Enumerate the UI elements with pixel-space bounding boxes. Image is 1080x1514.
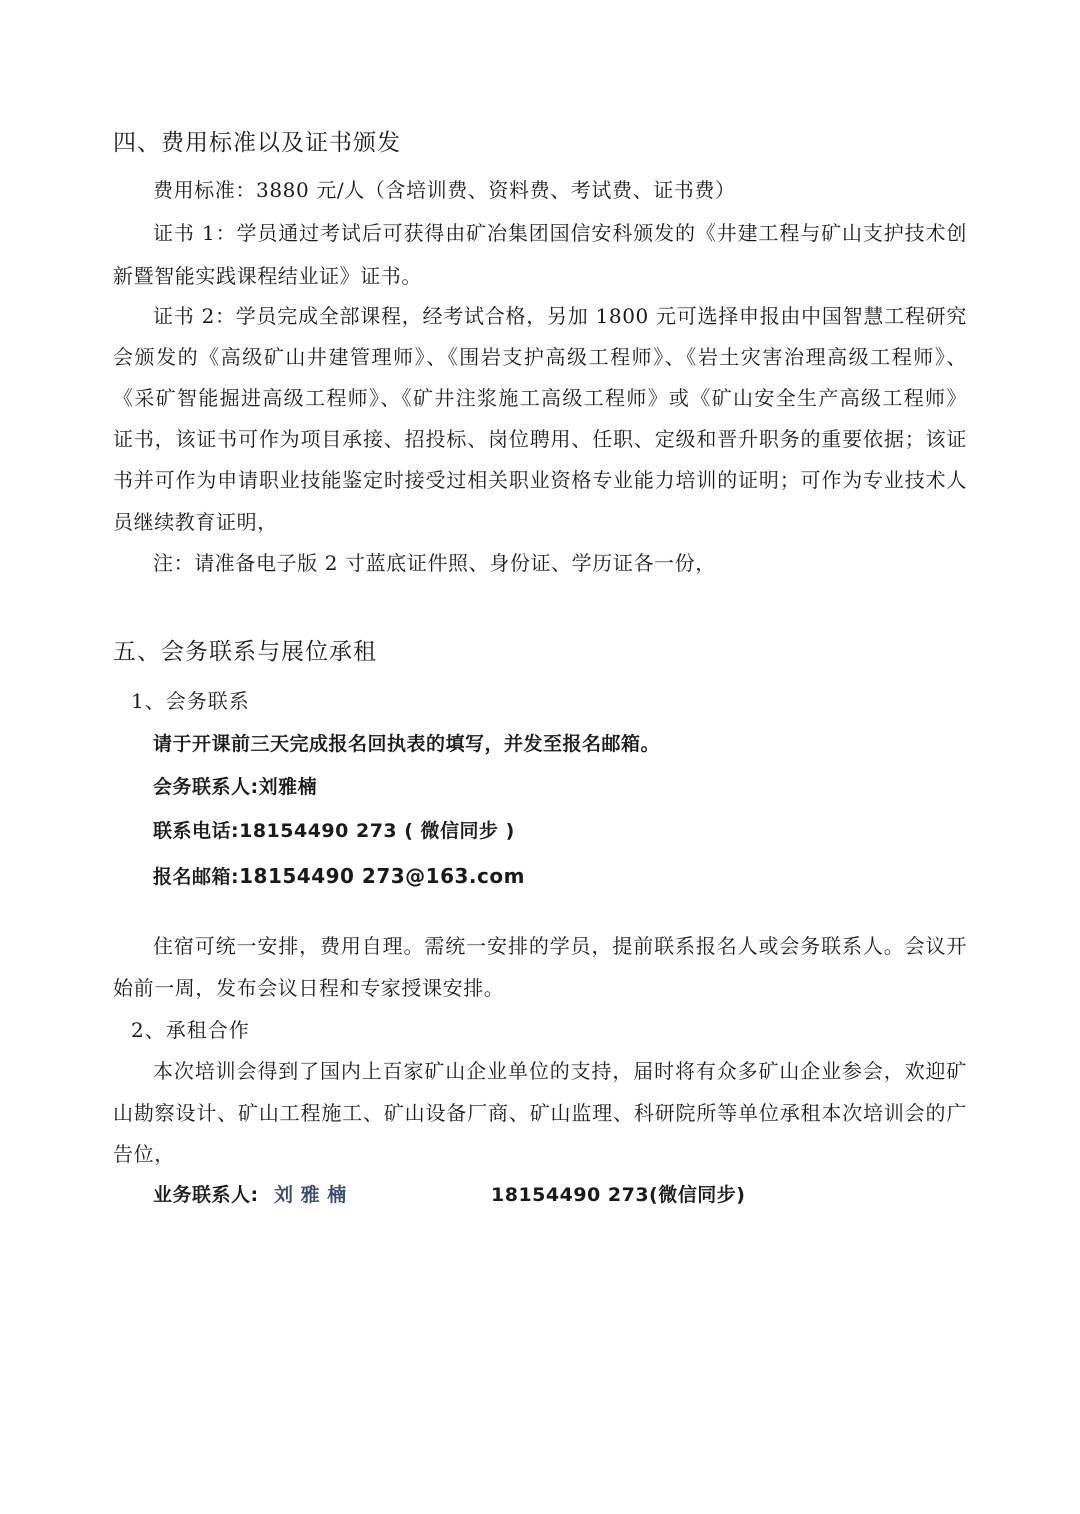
- cert2-line-4: 证书，该证书可作为项目承接、招投标、岗位聘用、任职、定级和晋升职务的重要依据；该证: [113, 427, 967, 451]
- lodging-line-1: 住宿可统一安排，费用自理。需统一安排的学员，提前联系报名人或会务联系人。会议开: [153, 934, 967, 958]
- sponsorship-line-3: 告位，: [113, 1142, 175, 1166]
- registration-email: [153, 862, 525, 891]
- business-contact-label: 业务联系人:: [153, 1184, 259, 1206]
- fee-standard: 费用标准：3880 元/人（含培训费、资料费、考试费、证书费）: [153, 178, 736, 202]
- lodging-line-2: 始前一周，发布会议日程和专家授课安排。: [113, 976, 505, 1000]
- cert2-line-3: 《采矿智能掘进高级工程师》、《矿井注浆施工高级工程师》或《矿山安全生产高级工程师》: [113, 386, 967, 410]
- note: 注：请准备电子版 2 寸蓝底证件照、身份证、学历证各一份，: [153, 551, 716, 575]
- section-4-heading: 四、费用标准以及证书颁发: [113, 130, 401, 156]
- cert2-line-6: 员继续教育证明，: [113, 510, 278, 534]
- cert2-line-1: 证书 2：学员完成全部课程，经考试合格，另加 1800 元可选择申报由中国智慧工程研究: [153, 304, 967, 328]
- cert2-line-2: 会颁发的《高级矿山井建管理师》、《围岩支护高级工程师》、《岩土灾害治理高级工程师》、: [113, 345, 967, 369]
- cert1-line-2: 新暨智能实践课程结业证》证书。: [113, 264, 422, 288]
- business-contact-phone: 18154490 273(微信同步): [491, 1184, 746, 1206]
- cert1-line-1: 证书 1：学员通过考试后可获得由矿冶集团国信安科颁发的《井建工程与矿山支护技术创: [153, 221, 967, 245]
- section-5-heading: 五、会务联系与展位承租: [113, 639, 377, 665]
- sponsorship-line-2: 山勘察设计、矿山工程施工、矿山设备厂商、矿山监理、科研院所等单位承租本次培训会的广: [113, 1101, 967, 1125]
- sponsorship-line-1: 本次培训会得到了国内上百家矿山企业单位的支持，届时将有众多矿山企业参会，欢迎矿: [153, 1059, 967, 1083]
- registration-instruction: 请于开课前三天完成报名回执表的填写，并发至报名邮箱。: [153, 733, 661, 755]
- email-label: 报名邮箱:: [153, 866, 240, 888]
- business-contact-name: 刘 雅 楠: [274, 1184, 347, 1206]
- subsection-2-title: 2、承租合作: [131, 1018, 250, 1042]
- contact-phone: 联系电话:18154490 273 ( 微信同步 ): [153, 820, 515, 842]
- subsection-1-title: 1、会务联系: [131, 689, 250, 713]
- contact-person: 会务联系人:刘雅楠: [153, 776, 318, 798]
- email-value: 18154490 273@163.com: [239, 864, 525, 888]
- cert2-line-5: 书并可作为申请职业技能鉴定时接受过相关职业资格专业能力培训的证明；可作为专业技术人: [113, 468, 967, 492]
